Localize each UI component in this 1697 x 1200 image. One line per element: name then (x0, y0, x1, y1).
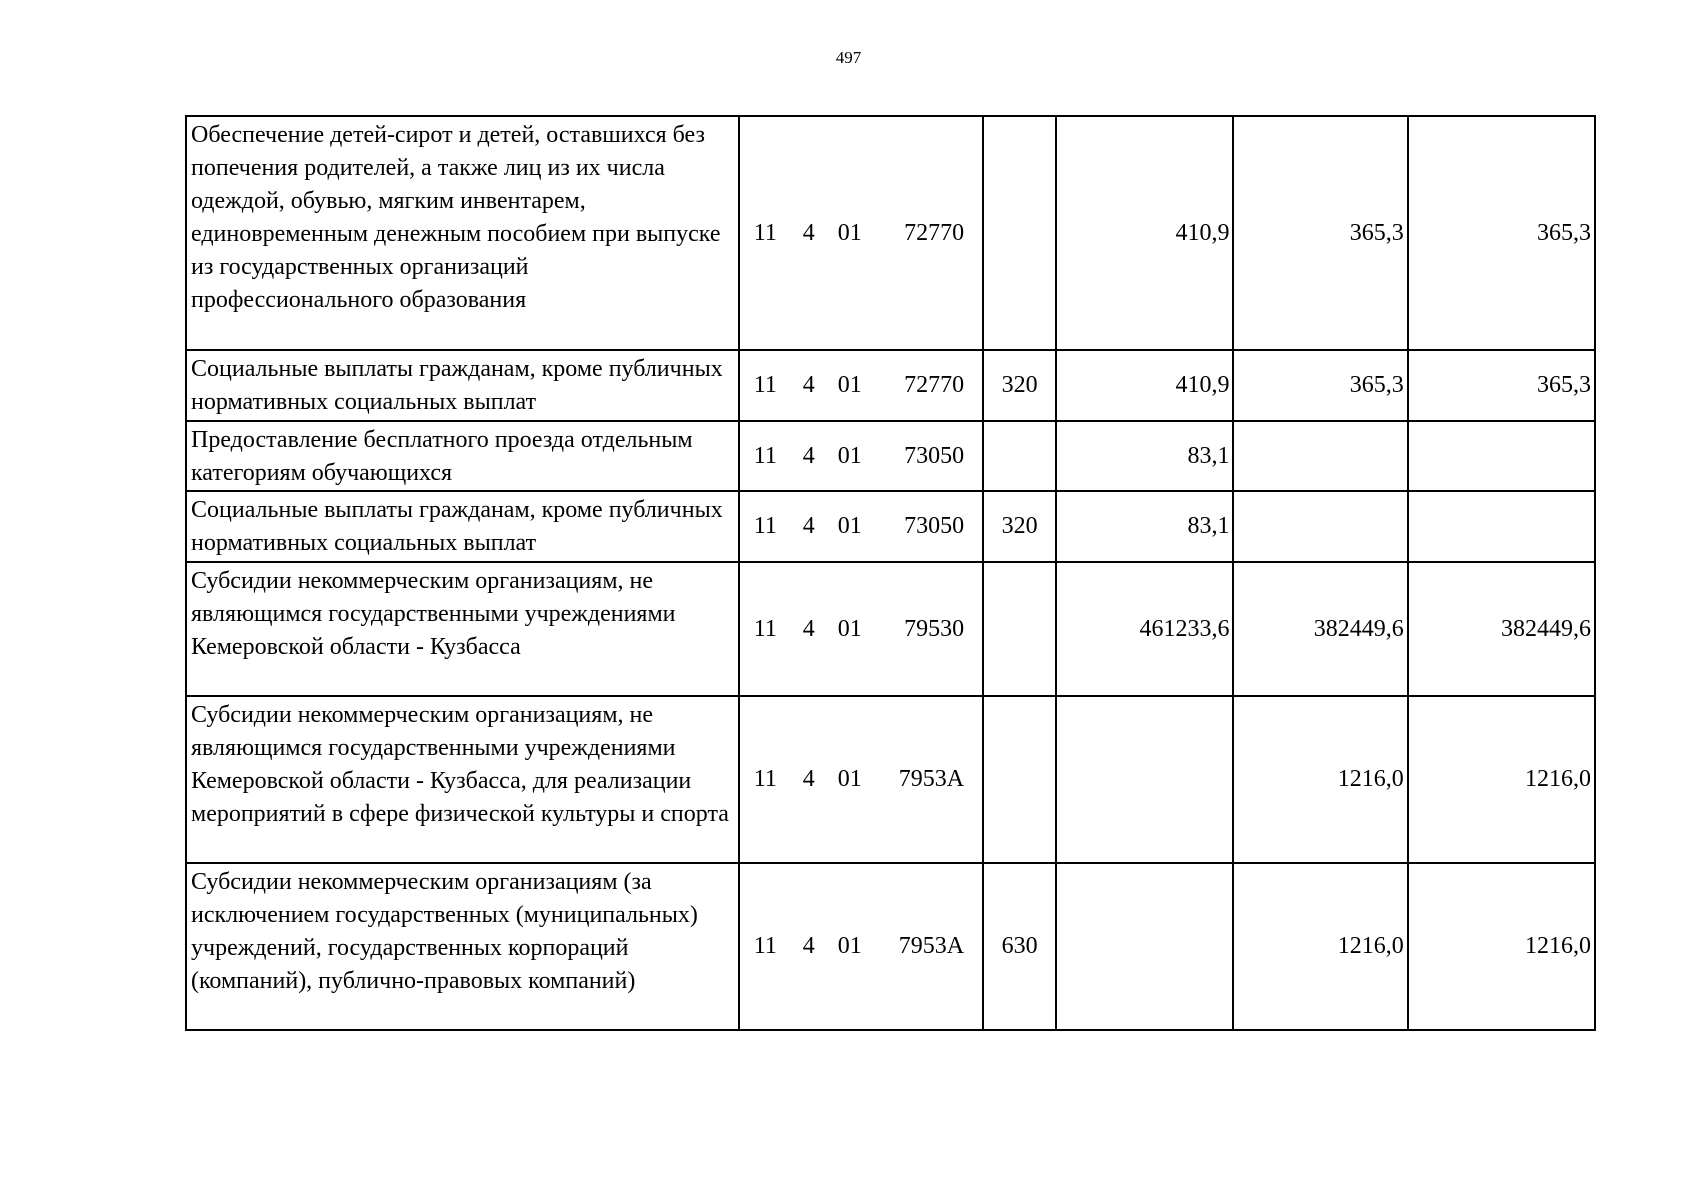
row-expense-type: 320 (983, 350, 1056, 421)
row-name: Субсидии некоммерческим организациям, не являющимся государственными учреждениями Кемеровской области - Кузбасса (186, 562, 739, 696)
row-code (739, 421, 983, 491)
table-row (186, 562, 1595, 696)
row-name: Социальные выплаты гражданам, кроме публичных нормативных социальных выплат (186, 350, 739, 421)
row-value-2: 365,3 (1233, 350, 1407, 421)
code-subprogram: 4 (802, 615, 815, 642)
code-event: 01 (837, 513, 862, 539)
row-value-2 (1233, 421, 1407, 491)
code-program: 11 (753, 766, 777, 792)
code-direction: 73050 (904, 513, 965, 539)
code-subprogram: 4 (802, 933, 815, 959)
row-value-2: 382449,6 (1233, 562, 1407, 696)
table-row (186, 350, 1595, 421)
row-code (739, 562, 983, 696)
row-value-1: 410,9 (1056, 116, 1233, 350)
code-event: 01 (837, 372, 862, 398)
code-direction: 72770 (904, 372, 965, 398)
row-value-1 (1056, 696, 1233, 863)
row-code (739, 696, 983, 863)
row-value-3: 365,3 (1408, 116, 1595, 350)
row-value-2: 1216,0 (1233, 696, 1407, 863)
code-direction: 73050 (904, 442, 965, 469)
code-direction: 72770 (904, 219, 965, 246)
code-direction: 79530 (904, 615, 965, 642)
row-value-2 (1233, 491, 1407, 562)
code-program: 11 (753, 615, 777, 642)
code-subprogram: 4 (802, 513, 815, 539)
table-row (186, 696, 1595, 863)
code-program: 11 (753, 219, 777, 246)
table-row (186, 491, 1595, 562)
row-value-1: 410,9 (1056, 350, 1233, 421)
row-name: Обеспечение детей-сирот и детей, оставшихся без попечения родителей, а также лиц из их числа одеждой, обувью, мягким инвентарем, единовременным денежным пособием при выпуске из государственных организаций профессионального образования (186, 116, 739, 350)
code-program: 11 (753, 933, 777, 959)
code-event: 01 (837, 219, 862, 246)
code-direction: 7953А (898, 766, 965, 792)
row-value-2: 1216,0 (1233, 863, 1407, 1030)
code-program: 11 (753, 372, 777, 398)
row-expense-type (983, 562, 1056, 696)
row-value-1: 83,1 (1056, 491, 1233, 562)
row-value-3: 1216,0 (1408, 863, 1595, 1030)
row-value-3: 1216,0 (1408, 696, 1595, 863)
row-name: Субсидии некоммерческим организациям, не являющимся государственными учреждениями Кемеровской области - Кузбасса, для реализации мероприятий в сфере физической культуры и спорта (186, 696, 739, 863)
row-value-3 (1408, 421, 1595, 491)
row-code (739, 491, 983, 562)
row-value-3: 365,3 (1408, 350, 1595, 421)
row-value-1: 83,1 (1056, 421, 1233, 491)
row-code (739, 116, 983, 350)
code-subprogram: 4 (802, 219, 815, 246)
row-expense-type: 630 (983, 863, 1056, 1030)
row-name: Предоставление бесплатного проезда отдельным категориям обучающихся (186, 421, 739, 491)
code-event: 01 (837, 615, 862, 642)
table-row (186, 863, 1595, 1030)
page-number: 497 (835, 48, 862, 67)
code-program: 11 (753, 442, 777, 469)
budget-table (185, 115, 1596, 1031)
code-event: 01 (837, 933, 862, 959)
table-row (186, 116, 1595, 350)
code-event: 01 (837, 766, 862, 792)
row-expense-type (983, 421, 1056, 491)
row-value-1 (1056, 863, 1233, 1030)
row-value-2: 365,3 (1233, 116, 1407, 350)
row-name: Субсидии некоммерческим организациям (за исключением государственных (муниципальных) учреждений, государственных корпораций (компаний), публично-правовых компаний) (186, 863, 739, 1030)
row-value-3: 382449,6 (1408, 562, 1595, 696)
row-name: Социальные выплаты гражданам, кроме публичных нормативных социальных выплат (186, 491, 739, 562)
code-program: 11 (753, 513, 777, 539)
row-expense-type (983, 116, 1056, 350)
row-value-3 (1408, 491, 1595, 562)
row-code (739, 350, 983, 421)
row-code (739, 863, 983, 1030)
row-expense-type: 320 (983, 491, 1056, 562)
code-event: 01 (837, 442, 862, 469)
code-subprogram: 4 (802, 442, 815, 469)
row-expense-type (983, 696, 1056, 863)
table-row (186, 421, 1595, 491)
row-value-1: 461233,6 (1056, 562, 1233, 696)
code-subprogram: 4 (802, 372, 815, 398)
code-subprogram: 4 (802, 766, 815, 792)
code-direction: 7953А (898, 933, 965, 959)
